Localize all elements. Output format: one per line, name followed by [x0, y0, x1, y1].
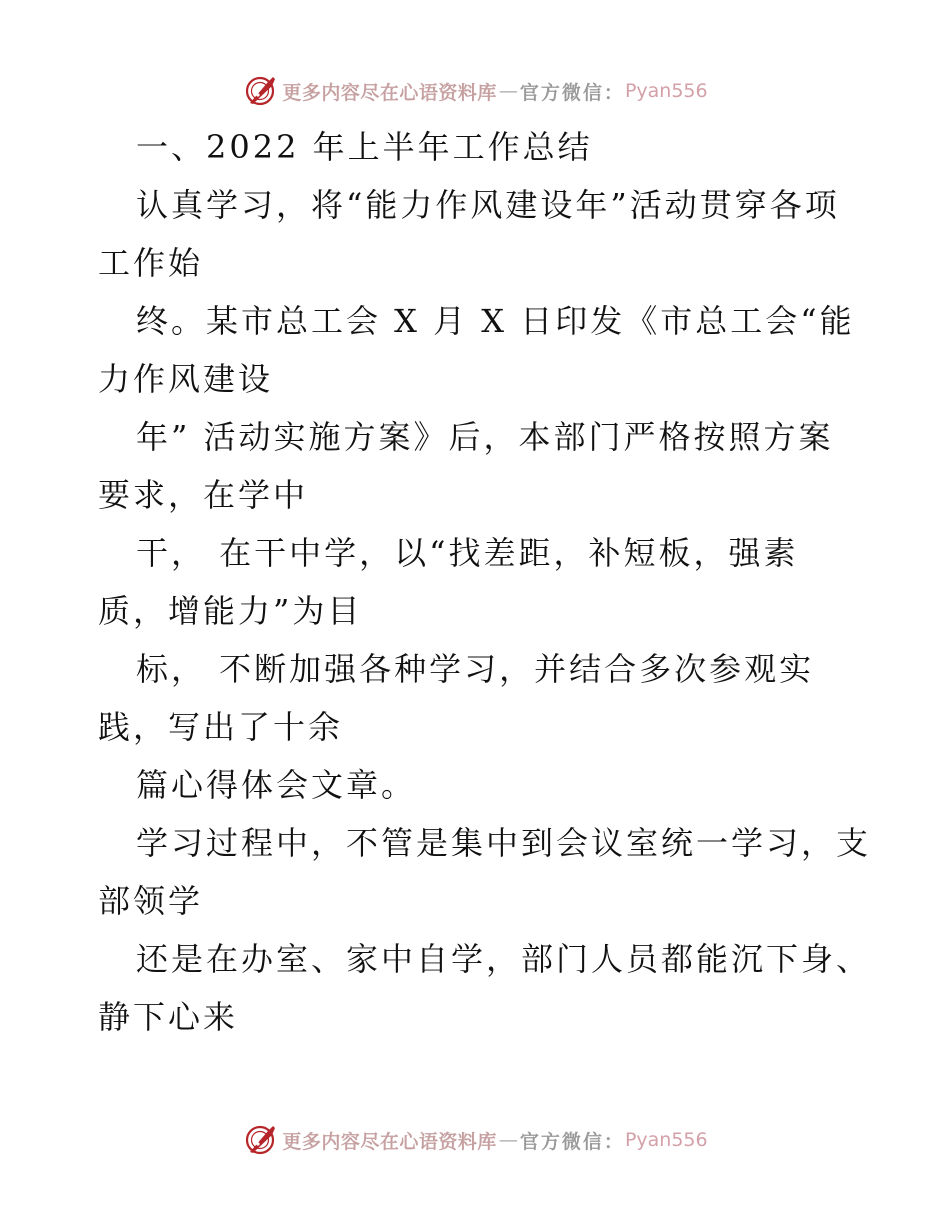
text-line: 篇心得体会文章。: [136, 766, 417, 804]
text-line: 终。某市总工会 X 月 X 日印发《市总工会“能: [136, 302, 855, 340]
text-line: 部领学: [98, 882, 204, 920]
pen-nib-seal-icon: [242, 1122, 278, 1158]
text-line: 标， 不断加强各种学习，并结合多次参观实: [136, 650, 815, 688]
text-line: 静下心来: [98, 998, 239, 1036]
text-line: 质，增能力”为目: [98, 592, 363, 630]
banner-dash: —: [498, 1129, 518, 1151]
section-heading: 一、2022 年上半年工作总结: [136, 128, 593, 166]
banner-title: 更多内容尽在心语资料库: [282, 1130, 497, 1153]
banner-wechat-id: Pyan556: [624, 1129, 708, 1151]
text-line: 践，写出了十余: [98, 708, 344, 746]
text-line: 工作始: [98, 244, 204, 282]
banner-wechat-label: 官方微信：: [519, 1130, 625, 1153]
header-banner: [0, 71, 950, 111]
text-line: 学习过程中，不管是集中到会议室统一学习，支: [136, 824, 872, 862]
banner-wechat-label: 官方微信：: [519, 81, 625, 104]
text-line: 年” 活动实施方案》后，本部门严格按照方案: [136, 418, 834, 456]
text-line: 还是在办室、家中自学，部门人员都能沉下身、: [136, 940, 872, 978]
banner-wechat-id: Pyan556: [624, 80, 708, 102]
banner-title: 更多内容尽在心语资料库: [282, 81, 497, 104]
text-line: 要求，在学中: [98, 476, 309, 514]
text-line: 干， 在干中学，以“找差距，补短板，强素: [136, 534, 799, 572]
banner-dash: —: [498, 80, 518, 102]
text-line: 认真学习，将“能力作风建设年”活动贯穿各项: [136, 186, 840, 224]
footer-banner: [0, 1120, 950, 1160]
text-line: 力作风建设: [98, 360, 274, 398]
document-body: [98, 118, 872, 1046]
pen-nib-seal-icon: [242, 73, 278, 109]
